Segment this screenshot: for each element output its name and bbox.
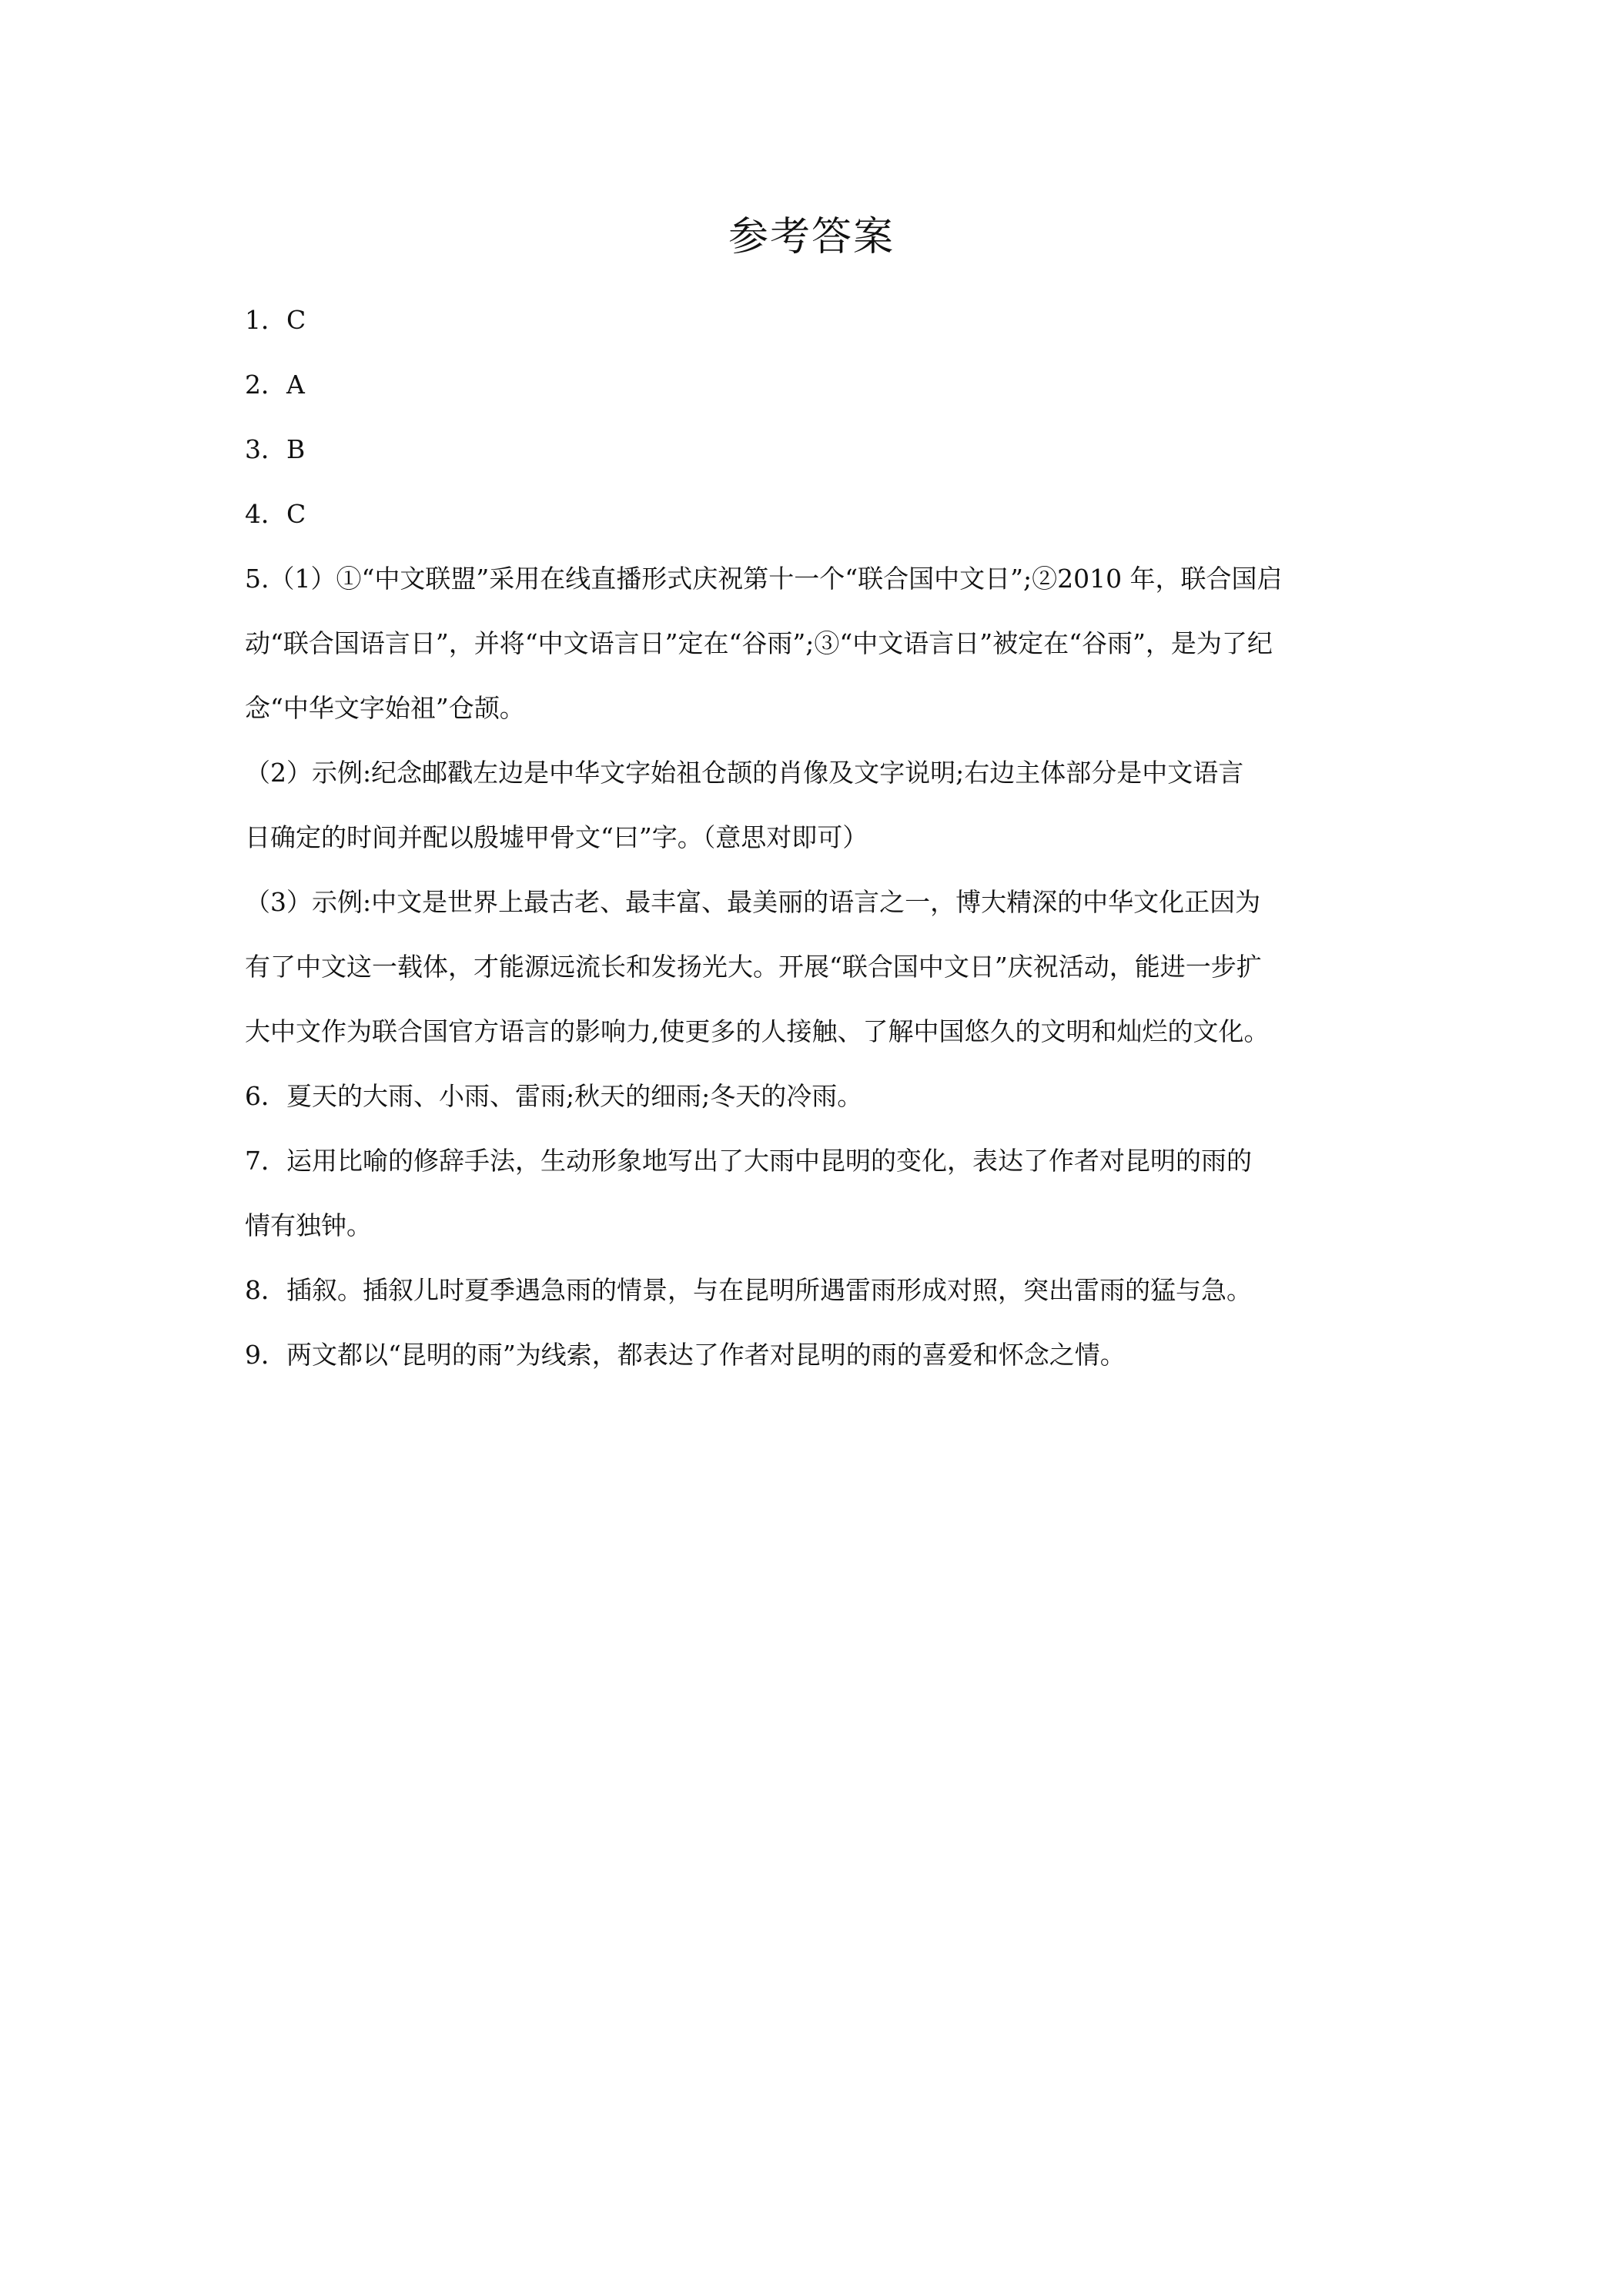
- answer-4: 4．C: [245, 499, 306, 529]
- answer-5-part1-line1: 5.（1）①“中文联盟”采用在线直播形式庆祝第十一个“联合国中文日”;②2010 年，联合国启: [245, 564, 1283, 594]
- answer-5-part3-line1: （3）示例:中文是世界上最古老、最丰富、最美丽的语言之一，博大精深的中华文化正因为: [245, 887, 1261, 917]
- answer-5-part1-line3: 念“中华文字始祖”仓颉。: [245, 693, 525, 723]
- answer-7-line2: 情有独钟。: [245, 1210, 372, 1240]
- answer-5-part1-line2: 动“联合国语言日”，并将“中文语言日”定在“谷雨”;③“中文语言日”被定在“谷雨”，是为了纪: [245, 628, 1273, 658]
- answer-5-part2-line1: （2）示例:纪念邮戳左边是中华文字始祖仓颉的肖像及文字说明;右边主体部分是中文语言: [245, 758, 1244, 788]
- answer-6: 6．夏天的大雨、小雨、雷雨;秋天的细雨;冬天的冷雨。: [245, 1081, 863, 1111]
- answer-1: 1．C: [245, 305, 306, 335]
- answer-8: 8．插叙。插叙儿时夏季遇急雨的情景，与在昆明所遇雷雨形成对照，突出雷雨的猛与急。: [245, 1275, 1252, 1305]
- answer-5-part3-line3: 大中文作为联合国官方语言的影响力,使更多的人接触、了解中国悠久的文明和灿烂的文化。: [245, 1016, 1270, 1046]
- answer-3: 3．B: [245, 434, 306, 464]
- page-title: 参考答案: [728, 214, 895, 260]
- answers-content: [245, 288, 1394, 1387]
- answer-5-part2-line2: 日确定的时间并配以殷墟甲骨文“曰”字。（意思对即可）: [245, 822, 868, 852]
- answer-7-line1: 7．运用比喻的修辞手法，生动形象地写出了大雨中昆明的变化，表达了作者对昆明的雨的: [245, 1146, 1252, 1176]
- answer-2: 2．A: [245, 370, 305, 400]
- answer-5-part3-line2: 有了中文这一载体，才能源远流长和发扬光大。开展“联合国中文日”庆祝活动，能进一步扩: [245, 952, 1262, 982]
- answer-9: 9．两文都以“昆明的雨”为线索，都表达了作者对昆明的雨的喜爱和怀念之情。: [245, 1340, 1126, 1370]
